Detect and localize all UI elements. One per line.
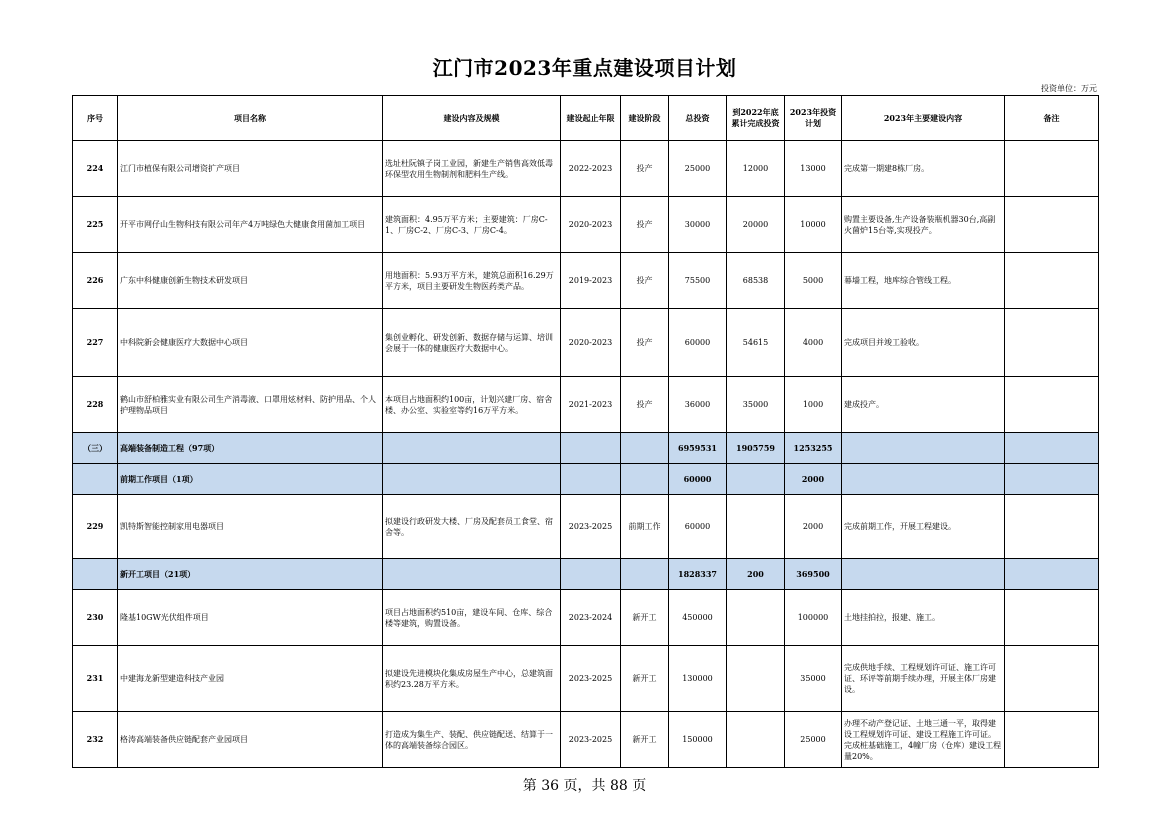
cell-seq: 226 — [73, 253, 118, 309]
cell-note — [1005, 495, 1099, 559]
cell-seq: （三） — [73, 433, 118, 464]
cell-main2023 — [842, 433, 1005, 464]
cell-content — [383, 464, 561, 495]
cell-note — [1005, 433, 1099, 464]
header-content: 建设内容及规模 — [383, 96, 561, 141]
header-done2022: 到2022年底累计完成投资 — [727, 96, 785, 141]
cell-main2023: 建成投产。 — [842, 377, 1005, 433]
section-row — [73, 433, 1099, 464]
cell-stage: 新开工 — [621, 646, 669, 712]
cell-period — [561, 559, 621, 590]
project-table — [72, 95, 1099, 768]
cell-stage — [621, 433, 669, 464]
cell-total: 6959531 — [669, 433, 727, 464]
cell-plan2023: 25000 — [785, 712, 842, 768]
header-period: 建设起止年限 — [561, 96, 621, 141]
cell-note — [1005, 377, 1099, 433]
cell-main2023 — [842, 464, 1005, 495]
cell-name: 中科院新会健康医疗大数据中心项目 — [118, 309, 383, 377]
table-row — [73, 712, 1099, 768]
table-row — [73, 309, 1099, 377]
table-row — [73, 377, 1099, 433]
cell-seq: 227 — [73, 309, 118, 377]
cell-stage: 前期工作 — [621, 495, 669, 559]
cell-seq — [73, 559, 118, 590]
cell-content: 用地面积：5.93万平方米，建筑总面积16.29万平方米，项目主要研发生物医药类产品。 — [383, 253, 561, 309]
cell-done2022 — [727, 464, 785, 495]
cell-name: 广东中科健康创新生物技术研发项目 — [118, 253, 383, 309]
table-row — [73, 495, 1099, 559]
cell-seq: 229 — [73, 495, 118, 559]
cell-main2023 — [842, 559, 1005, 590]
cell-total: 60000 — [669, 495, 727, 559]
header-plan2023: 2023年投资计划 — [785, 96, 842, 141]
cell-stage: 投产 — [621, 377, 669, 433]
cell-seq — [73, 464, 118, 495]
cell-stage: 投产 — [621, 197, 669, 253]
cell-stage: 投产 — [621, 309, 669, 377]
cell-done2022: 12000 — [727, 141, 785, 197]
section-row — [73, 559, 1099, 590]
unit-label: 投资单位：万元 — [1041, 84, 1097, 93]
header-stage: 建设阶段 — [621, 96, 669, 141]
cell-seq: 232 — [73, 712, 118, 768]
cell-total: 60000 — [669, 309, 727, 377]
cell-plan2023: 369500 — [785, 559, 842, 590]
cell-name: 江门市植保有限公司增资扩产项目 — [118, 141, 383, 197]
cell-period — [561, 433, 621, 464]
cell-content: 建筑面积：4.95万平方米；主要建筑：厂房C-1、厂房C-2、厂房C-3、厂房C-4。 — [383, 197, 561, 253]
cell-main2023: 完成前期工作，开展工程建设。 — [842, 495, 1005, 559]
section-row — [73, 464, 1099, 495]
cell-done2022 — [727, 646, 785, 712]
cell-done2022: 200 — [727, 559, 785, 590]
cell-plan2023: 100000 — [785, 590, 842, 646]
cell-main2023: 完成项目并竣工验收。 — [842, 309, 1005, 377]
cell-note — [1005, 253, 1099, 309]
cell-stage: 新开工 — [621, 590, 669, 646]
cell-name: 鹤山市舒柏雅实业有限公司生产消毒液、口罩用炫材料、防护用品、个人护理物品项目 — [118, 377, 383, 433]
cell-done2022: 1905759 — [727, 433, 785, 464]
cell-content: 项目占地面积约510亩，建设车间、仓库、综合楼等建筑，购置设备。 — [383, 590, 561, 646]
cell-note — [1005, 464, 1099, 495]
cell-total: 130000 — [669, 646, 727, 712]
cell-note — [1005, 197, 1099, 253]
cell-period — [561, 464, 621, 495]
cell-plan2023: 13000 — [785, 141, 842, 197]
cell-content: 打造成为集生产、装配、供应链配送、结算于一体的高端装备综合园区。 — [383, 712, 561, 768]
cell-plan2023: 4000 — [785, 309, 842, 377]
cell-content — [383, 433, 561, 464]
cell-seq: 228 — [73, 377, 118, 433]
cell-name: 开平市网仔山生物科技有限公司年产4万吨绿色大健康食用菌加工项目 — [118, 197, 383, 253]
cell-name: 高端装备制造工程（97项） — [118, 433, 383, 464]
table-row — [73, 141, 1099, 197]
cell-content: 选址杜阮镇子岗工业园，新建生产销售高效低毒环保型农用生物制剂和肥料生产线。 — [383, 141, 561, 197]
header-name: 项目名称 — [118, 96, 383, 141]
cell-main2023: 办理不动产登记证、土地三通一平，取得建设工程规划许可证、建设工程施工许可证。完成桩基础施工，4幢厂房（仓库）建设工程量20%。 — [842, 712, 1005, 768]
cell-name: 凯特斯智能控制家用电器项目 — [118, 495, 383, 559]
cell-note — [1005, 712, 1099, 768]
table-row — [73, 253, 1099, 309]
cell-plan2023: 5000 — [785, 253, 842, 309]
cell-content: 拟建设行政研发大楼、厂房及配套员工食堂、宿舍等。 — [383, 495, 561, 559]
table-row — [73, 197, 1099, 253]
page-title: 江门市2023年重点建设项目计划 — [432, 56, 737, 80]
cell-period: 2023-2024 — [561, 590, 621, 646]
cell-period: 2023-2025 — [561, 646, 621, 712]
page-number: 第 36 页，共 88 页 — [522, 778, 647, 794]
cell-note — [1005, 309, 1099, 377]
header-note: 备注 — [1005, 96, 1099, 141]
cell-done2022: 35000 — [727, 377, 785, 433]
cell-stage — [621, 464, 669, 495]
cell-content: 拟建设先进模块化集成房屋生产中心，总建筑面积约23.28万平方米。 — [383, 646, 561, 712]
header-total: 总投资 — [669, 96, 727, 141]
cell-main2023: 幕墙工程，地库综合管线工程。 — [842, 253, 1005, 309]
cell-done2022 — [727, 590, 785, 646]
cell-seq: 225 — [73, 197, 118, 253]
cell-stage — [621, 559, 669, 590]
cell-plan2023: 2000 — [785, 464, 842, 495]
cell-name: 中建海龙新型建造科技产业园 — [118, 646, 383, 712]
cell-note — [1005, 590, 1099, 646]
cell-seq: 230 — [73, 590, 118, 646]
header-row — [73, 96, 1099, 141]
cell-total: 1828337 — [669, 559, 727, 590]
cell-period: 2020-2023 — [561, 309, 621, 377]
cell-period: 2021-2023 — [561, 377, 621, 433]
cell-plan2023: 35000 — [785, 646, 842, 712]
cell-total: 36000 — [669, 377, 727, 433]
cell-total: 75500 — [669, 253, 727, 309]
cell-name: 隆基10GW光伏组件项目 — [118, 590, 383, 646]
cell-done2022 — [727, 712, 785, 768]
cell-plan2023: 1000 — [785, 377, 842, 433]
cell-total: 450000 — [669, 590, 727, 646]
cell-plan2023: 2000 — [785, 495, 842, 559]
cell-period: 2020-2023 — [561, 197, 621, 253]
cell-main2023: 土地挂拍拉，报建、施工。 — [842, 590, 1005, 646]
cell-period: 2023-2025 — [561, 712, 621, 768]
cell-stage: 新开工 — [621, 712, 669, 768]
cell-note — [1005, 141, 1099, 197]
cell-plan2023: 10000 — [785, 197, 842, 253]
cell-period: 2023-2025 — [561, 495, 621, 559]
cell-main2023: 完成第一期建8栋厂房。 — [842, 141, 1005, 197]
cell-name: 新开工项目（21项） — [118, 559, 383, 590]
cell-done2022: 54615 — [727, 309, 785, 377]
header-main2023: 2023年主要建设内容 — [842, 96, 1005, 141]
cell-done2022: 68538 — [727, 253, 785, 309]
cell-main2023: 完成供地手续、工程规划许可证、施工许可证、环评等前期手续办理，开展主体厂房建设。 — [842, 646, 1005, 712]
cell-content — [383, 559, 561, 590]
cell-name: 前期工作项目（1项） — [118, 464, 383, 495]
cell-seq: 231 — [73, 646, 118, 712]
cell-stage: 投产 — [621, 253, 669, 309]
cell-done2022 — [727, 495, 785, 559]
cell-done2022: 20000 — [727, 197, 785, 253]
cell-note — [1005, 559, 1099, 590]
cell-total: 60000 — [669, 464, 727, 495]
cell-note — [1005, 646, 1099, 712]
cell-content: 集创业孵化、研发创新、数据存储与运算、培训会展于一体的健康医疗大数据中心。 — [383, 309, 561, 377]
cell-content: 本项目占地面积约100亩，计划兴建厂房、宿舍楼、办公室、实验室等约16万平方米。 — [383, 377, 561, 433]
cell-total: 30000 — [669, 197, 727, 253]
cell-period: 2019-2023 — [561, 253, 621, 309]
cell-seq: 224 — [73, 141, 118, 197]
cell-name: 格涛高端装备供应链配套产业园项目 — [118, 712, 383, 768]
cell-stage: 投产 — [621, 141, 669, 197]
cell-total: 25000 — [669, 141, 727, 197]
cell-period: 2022-2023 — [561, 141, 621, 197]
cell-total: 150000 — [669, 712, 727, 768]
table-row — [73, 646, 1099, 712]
cell-plan2023: 1253255 — [785, 433, 842, 464]
table-row — [73, 590, 1099, 646]
header-seq: 序号 — [73, 96, 118, 141]
cell-main2023: 购置主要设备,生产设备装瓶机器30台,高副火菌炉15台等,实现投产。 — [842, 197, 1005, 253]
